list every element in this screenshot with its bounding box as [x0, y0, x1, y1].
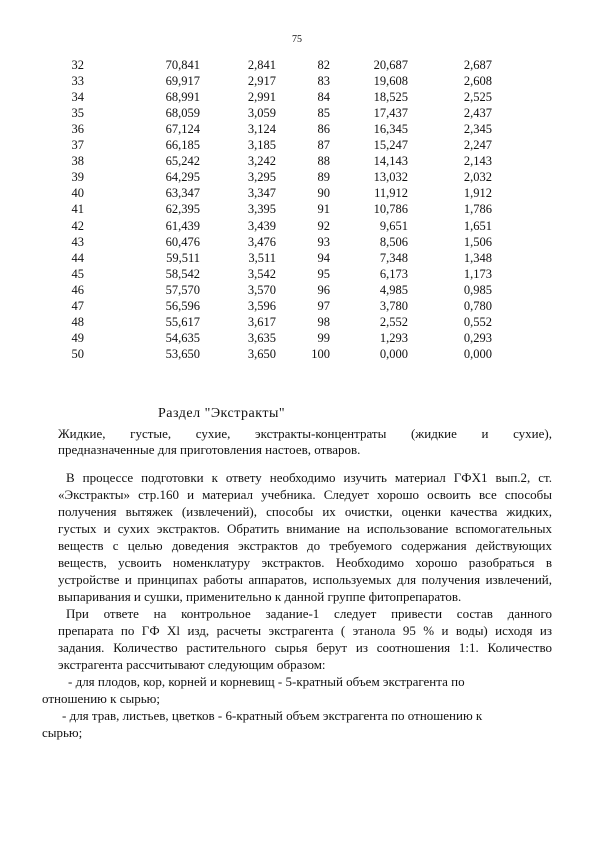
table-cell: 61,439 — [165, 218, 200, 233]
table-cell: 1,293 — [379, 330, 408, 345]
paragraph-line: предназначенные для приготовления настоев, отваров. — [58, 442, 361, 457]
table-cell: 9,651 — [379, 218, 408, 233]
paragraph-line: веществ с целью доведения экстрактов до требуемого содержания действующих — [58, 538, 552, 553]
table-row — [0, 201, 594, 217]
paragraph-line: препарата по ГФ Xl изд, расчеты экстрагента ( этанола 95 % и воды) исходя из — [58, 623, 552, 638]
table-cell: 3,124 — [247, 122, 276, 137]
table-cell: 45 — [71, 266, 84, 281]
table-cell: 0,293 — [463, 330, 492, 345]
table-cell: 96 — [317, 282, 330, 297]
table-row — [0, 330, 594, 346]
table-cell: 88 — [317, 154, 330, 169]
paragraph-line: задания. Количество растительного сырья берут из соотношения 1:1. Количество — [58, 640, 552, 655]
table-cell: 14,143 — [373, 154, 408, 169]
table-cell: 37 — [71, 138, 84, 153]
table-cell: 11,912 — [374, 186, 408, 201]
table-cell: 13,032 — [373, 170, 408, 185]
table-cell: 42 — [71, 218, 84, 233]
table-cell: 0,000 — [463, 346, 492, 361]
table-cell: 3,635 — [247, 330, 276, 345]
paragraph-line: В процессе подготовки к ответу необходимо изучить материал ГФХ1 вып.2, ст. — [66, 470, 552, 485]
table-cell: 7,348 — [379, 250, 408, 265]
table-cell: 99 — [317, 330, 330, 345]
table-row — [0, 266, 594, 282]
paragraph-line: устройстве и принципах работы аппаратов, используемых для получения извлечений, — [58, 572, 552, 587]
table-cell: 2,991 — [247, 90, 276, 105]
table-cell: 62,395 — [165, 202, 200, 217]
paragraph-line: выпаривания и сушки, применительно к данной группе фитопрепаратов. — [58, 589, 462, 604]
paragraph-line: сырью; — [42, 725, 83, 740]
table-cell: 67,124 — [165, 122, 200, 137]
table-cell: 92 — [317, 218, 330, 233]
table-row — [0, 121, 594, 137]
table-cell: 2,437 — [463, 106, 492, 121]
section-title: Раздел "Экстракты" — [158, 406, 286, 421]
table-row — [0, 234, 594, 250]
table-cell: 1,651 — [463, 218, 492, 233]
table-cell: 47 — [71, 298, 84, 313]
table-cell: 63,347 — [165, 186, 200, 201]
paragraph-line: - для трав, листьев, цветков - 6-кратный объем экстрагента по отношению к — [62, 708, 483, 723]
table-row — [0, 57, 594, 73]
table-cell: 87 — [317, 138, 330, 153]
table-cell: 48 — [71, 314, 84, 329]
table-cell: 3,295 — [247, 170, 276, 185]
table-cell: 0,552 — [463, 314, 492, 329]
table-cell: 2,345 — [463, 122, 492, 137]
table-row — [0, 73, 594, 89]
table-cell: 44 — [71, 250, 84, 265]
table-cell: 3,395 — [247, 202, 276, 217]
table-cell: 34 — [71, 90, 84, 105]
table-cell: 4,985 — [379, 282, 408, 297]
table-cell: 1,786 — [463, 202, 492, 217]
table-cell: 20,687 — [373, 58, 408, 72]
table-cell: 46 — [71, 282, 84, 297]
table-cell: 3,570 — [247, 282, 276, 297]
table-cell: 19,608 — [373, 74, 408, 89]
table-row — [0, 105, 594, 121]
paragraph-line: отношению к сырью; — [42, 691, 160, 706]
table-cell: 83 — [317, 74, 330, 89]
table-cell: 33 — [71, 74, 84, 89]
table-cell: 3,617 — [247, 314, 276, 329]
table-cell: 55,617 — [165, 314, 200, 329]
table-cell: 1,173 — [463, 266, 492, 281]
table-cell: 90 — [317, 186, 330, 201]
paragraph-line: густых и сухих экстрактов. Обратить внимание на использование вспомогательных — [58, 521, 552, 536]
table-cell: 65,242 — [165, 154, 200, 169]
table-cell: 2,143 — [463, 154, 492, 169]
table-cell: 50 — [71, 346, 84, 361]
table-cell: 2,841 — [247, 58, 276, 72]
table-row — [0, 314, 594, 330]
table-cell: 1,348 — [463, 250, 492, 265]
table-row — [0, 282, 594, 298]
table-cell: 39 — [71, 170, 84, 185]
table-cell: 3,650 — [247, 346, 276, 361]
table-cell: 0,780 — [463, 298, 492, 313]
table-cell: 36 — [71, 122, 84, 137]
table-cell: 40 — [71, 186, 84, 201]
table-cell: 8,506 — [379, 234, 408, 249]
table-row — [0, 298, 594, 314]
table-cell: 35 — [71, 106, 84, 121]
table-cell: 85 — [317, 106, 330, 121]
table-cell: 60,476 — [165, 234, 200, 249]
table-cell: 54,635 — [165, 330, 200, 345]
paragraph-line: экстрагента рассчитывают следующим образом: — [58, 657, 326, 672]
table-cell: 3,476 — [247, 234, 276, 249]
table-cell: 91 — [317, 202, 330, 217]
table-cell: 57,570 — [165, 282, 200, 297]
table-cell: 64,295 — [165, 170, 200, 185]
table-cell: 15,247 — [373, 138, 408, 153]
table-row — [0, 346, 594, 362]
table-cell: 58,542 — [165, 266, 200, 281]
table-cell: 49 — [71, 330, 84, 345]
table-cell: 3,185 — [247, 138, 276, 153]
table-cell: 94 — [317, 250, 330, 265]
table-cell: 98 — [317, 314, 330, 329]
table-cell: 16,345 — [373, 122, 408, 137]
table-cell: 100 — [311, 346, 330, 361]
table-cell: 18,525 — [373, 90, 408, 105]
table-cell: 3,347 — [247, 186, 276, 201]
table-cell: 17,437 — [373, 106, 408, 121]
paragraph-line: При ответе на контрольное задание-1 следует привести состав данного — [66, 606, 552, 621]
table-cell: 2,552 — [379, 314, 408, 329]
page-number: 75 — [292, 34, 302, 45]
table-cell: 53,650 — [165, 346, 200, 361]
table-cell: 2,032 — [463, 170, 492, 185]
table-cell: 70,841 — [165, 58, 200, 72]
table-cell: 93 — [317, 234, 330, 249]
table-cell: 89 — [317, 170, 330, 185]
table-row — [0, 218, 594, 234]
table-cell: 0,000 — [379, 346, 408, 361]
table-cell: 41 — [71, 202, 84, 217]
table-cell: 2,687 — [463, 58, 492, 72]
table-cell: 1,912 — [463, 186, 492, 201]
table-cell: 82 — [317, 58, 330, 72]
table-cell: 3,242 — [247, 154, 276, 169]
paragraph-line: веществ, усвоить номенклатуру экстрактов. Необходимо хорошо разобраться в — [58, 555, 552, 570]
table-cell: 84 — [317, 90, 330, 105]
table-row — [0, 185, 594, 201]
table-row — [0, 153, 594, 169]
table-cell: 2,247 — [463, 138, 492, 153]
table-cell: 2,917 — [247, 74, 276, 89]
table-cell: 3,439 — [247, 218, 276, 233]
table-cell: 32 — [71, 58, 84, 72]
table-cell: 6,173 — [379, 266, 408, 281]
table-cell: 1,506 — [463, 234, 492, 249]
table-row — [0, 169, 594, 185]
table-cell: 0,985 — [463, 282, 492, 297]
table-cell: 3,596 — [247, 298, 276, 313]
table-cell: 3,542 — [247, 266, 276, 281]
table-cell: 97 — [317, 298, 330, 313]
table-row — [0, 250, 594, 266]
table-cell: 86 — [317, 122, 330, 137]
table-cell: 2,525 — [463, 90, 492, 105]
table-cell: 38 — [71, 154, 84, 169]
paragraph-line: «Экстракты» стр.160 и материал учебника. Следует хорошо освоить все способы — [58, 487, 552, 502]
table-cell: 69,917 — [165, 74, 200, 89]
paragraph-line: Жидкие, густые, сухие, экстракты-концентраты (жидкие и сухие), — [58, 426, 552, 441]
table-row — [0, 89, 594, 105]
paragraph-line: получения вытяжек (извлечений), способы их очистки, оценки качества жидких, — [58, 504, 552, 519]
table-cell: 43 — [71, 234, 84, 249]
table-row — [0, 137, 594, 153]
table-cell: 66,185 — [165, 138, 200, 153]
table-cell: 3,780 — [379, 298, 408, 313]
table-cell: 68,059 — [165, 106, 200, 121]
table-cell: 2,608 — [463, 74, 492, 89]
table-cell: 56,596 — [165, 298, 200, 313]
table-cell: 59,511 — [166, 250, 200, 265]
table-cell: 68,991 — [165, 90, 200, 105]
table-cell: 3,059 — [247, 106, 276, 121]
table-cell: 95 — [317, 266, 330, 281]
table-cell: 3,511 — [248, 250, 276, 265]
table-cell: 10,786 — [373, 202, 408, 217]
paragraph-line: - для плодов, кор, корней и корневищ - 5-кратный объем экстрагента по — [68, 674, 465, 689]
